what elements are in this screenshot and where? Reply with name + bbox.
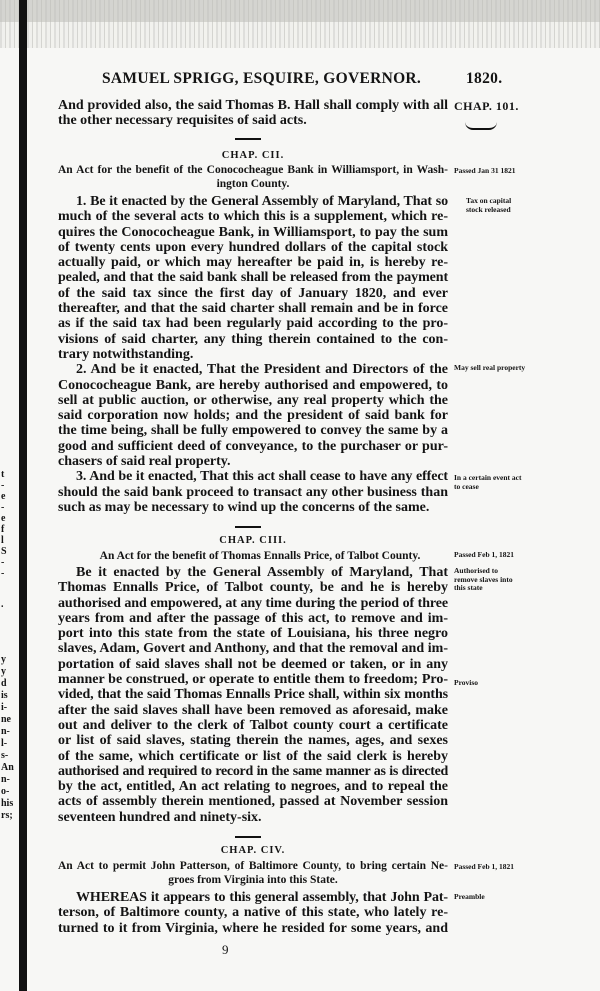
text-line: years from and after the passage of this act, to remove and im- — [58, 610, 448, 626]
margin-note: Preamble — [454, 892, 485, 901]
text-line: sell at public auction, or otherwise, any real property which the — [58, 392, 448, 408]
text-line: of the same, which certificate or list of the said clerk is hereby — [58, 748, 448, 764]
facing-page-fragment: f — [1, 524, 5, 535]
brace-mark — [465, 122, 497, 130]
text-line: visions of said charter, any thing therein contained to the con- — [58, 331, 448, 347]
prior-chapter-text — [58, 98, 448, 129]
text-line: 1. Be it enacted by the General Assembly of Maryland, That so — [76, 194, 448, 209]
running-header: SAMUEL SPRIGG, ESQUIRE, GOVERNOR. — [102, 70, 422, 87]
act-title-line: An Act for the benefit of the Conococheague Bank in Williamsport, in Wash- — [58, 164, 448, 176]
chapter-heading-102: CHAP. CII. — [221, 150, 285, 161]
text-line: thereafter, and that the said charter shall remain and be in force — [58, 301, 448, 317]
chapter-heading-103: CHAP. CIII. — [219, 535, 287, 546]
facing-page-fragment: - — [1, 568, 5, 579]
text-line: of the said tax since the first day of January 1820, and ever — [58, 285, 448, 301]
facing-page-fragment: e — [1, 513, 6, 524]
act-title-102 — [58, 163, 448, 191]
facing-page-fragment: y — [1, 654, 6, 665]
text-line: turned to it from Virginia, where he resided for some years, and — [58, 920, 448, 936]
facing-page-fragment: n- — [1, 774, 10, 785]
text-line: good and sufficient deed of conveyance, to the purchaser or pur- — [58, 438, 448, 454]
text-line: out and deliver to the clerk of Talbot county court a certificate — [58, 717, 448, 733]
facing-page-fragment: l — [1, 535, 4, 546]
facing-page-fragment: his — [1, 798, 14, 809]
passed-date-102: Passed Jan 31 1821 — [454, 166, 516, 175]
text-line: authorised and empowered, at any time during the period of three — [58, 595, 448, 611]
act-title-103 — [80, 549, 440, 563]
act-title-line: groes from Virginia into this State. — [168, 874, 338, 886]
facing-page-fragment: d — [1, 678, 7, 689]
facing-page-fragment: o- — [1, 786, 10, 797]
act-title-104 — [58, 859, 448, 887]
text-line: or list of said slaves, stating therein the names, ages, and sexes — [58, 733, 448, 749]
facing-page-fragment: n- — [1, 726, 10, 737]
text-line: seventeen hundred and ninety-six. — [58, 809, 262, 825]
text-line: Thomas Ennalls Price, of Talbot county, be and he is hereby — [58, 580, 448, 596]
text-line: quires the Conococheague Bank, in Williamsport, to pay the sum — [58, 224, 448, 240]
text-line: the other necessary requisites of said acts. — [58, 113, 307, 129]
act-title-line: An Act for the benefit of Thomas Ennalls Price, of Talbot County. — [99, 550, 421, 562]
text-line: of twenty cents upon every hundred dollars of the capital stock — [58, 239, 448, 255]
margin-note: In a certain event act to cease — [454, 473, 522, 491]
text-line: acts of assembly therein mentioned, passed at November session — [58, 794, 448, 810]
scan-noise-top — [0, 0, 600, 22]
facing-page-fragment: ne — [1, 714, 11, 725]
text-line: said corporation now holds; and the president of said bank for — [58, 408, 448, 424]
facing-page-fragment: l- — [1, 738, 8, 749]
header-year: 1820. — [466, 70, 503, 87]
facing-page-fragment: i- — [1, 702, 8, 713]
text-line: by the act, entitled, An act relating to negroes, and to repeal the — [58, 779, 448, 795]
margin-note: Tax on capital stock released — [466, 196, 512, 214]
book-gutter — [19, 0, 27, 991]
facing-page-fragment: S — [1, 546, 7, 557]
text-line: port into this state from the state of Louisiana, his three negro — [58, 626, 448, 642]
chapter-body-104 — [58, 890, 448, 936]
text-line: much of the several acts to which this is a supplement, which re- — [58, 209, 448, 225]
text-line: chasers of said real property. — [58, 454, 231, 470]
text-line: trary notwithstanding. — [58, 346, 194, 362]
text-line: slaves, Adam, Govert and Anthony, and that the removal and im- — [58, 641, 448, 657]
text-line: manner be construed, or operate to entitle them to freedom; Pro- — [58, 672, 448, 688]
facing-page-fragment: . — [1, 599, 4, 610]
facing-page-fragment: - — [1, 502, 5, 513]
chapter-body-102 — [58, 194, 448, 515]
passed-date-104: Passed Feb 1, 1821 — [454, 862, 514, 871]
text-line: 3. And be it enacted, That this act shall cease to have any effect — [76, 469, 448, 485]
text-line: such as may be necessary to wind up the concerns of the same. — [58, 499, 430, 515]
act-title-line: ington County. — [216, 178, 290, 190]
margin-chap-101: CHAP. 101. — [454, 99, 519, 113]
margin-note: Authorised to remove slaves into this state — [454, 566, 513, 592]
facing-page-fragment: rs; — [1, 810, 13, 821]
text-line: actually paid, or which may hereafter be paid in, is hereby re- — [58, 255, 448, 271]
chapter-body-103 — [58, 565, 448, 825]
facing-page-fragment: is — [1, 690, 8, 701]
passed-date-103: Passed Feb 1, 1821 — [454, 550, 514, 559]
text-line: the time being, shall be fully empowered to convey the same by a — [58, 423, 448, 439]
facing-page-fragment: y — [1, 666, 6, 677]
text-line: vided, that the said Thomas Ennalls Price shall, within six months — [58, 687, 448, 703]
facing-page-fragment: - — [1, 480, 5, 491]
text-line: terson, of Baltimore county, a native of this state, who lately re- — [58, 905, 448, 921]
text-line: 2. And be it enacted, That the President and Directors of the — [76, 362, 448, 378]
text-line: portation of said slaves shall not be deemed or taken, or in any — [58, 656, 448, 672]
section-rule — [235, 526, 261, 528]
margin-note: Proviso — [454, 678, 479, 687]
chapter-heading-104: CHAP. CIV. — [220, 845, 286, 856]
text-line: should the said bank proceed to transact any other business than — [58, 484, 448, 500]
section-rule — [235, 836, 261, 838]
facing-page-fragment: s- — [1, 750, 9, 761]
text-line: pealed, and that the said bank shall be released from the payment — [58, 270, 448, 286]
text-line: after the said slaves shall have been removed as aforesaid, make — [58, 702, 448, 718]
text-line: Be it enacted by the General Assembly of Maryland, That — [76, 565, 448, 580]
section-rule — [235, 138, 261, 140]
facing-page-fragment: t — [1, 469, 5, 480]
text-line: as if the said tax had been regularly paid according to the pro- — [58, 316, 448, 332]
text-line: authorised and required to record in the same manner as is directed — [58, 763, 448, 779]
act-title-line: An Act to permit John Patterson, of Baltimore County, to bring certain Ne- — [58, 860, 448, 872]
margin-note: May sell real property — [454, 363, 526, 372]
text-line: And provided also, the said Thomas B. Hall shall comply with all — [58, 98, 448, 113]
text-line: Conococheague Bank, are hereby authorised and empowered, to — [58, 377, 448, 393]
facing-page-fragment: An — [1, 762, 14, 773]
page-number: 9 — [222, 942, 229, 957]
facing-page-fragment: - — [1, 557, 5, 568]
text-line: WHEREAS it appears to this general assembly, that John Pat- — [76, 890, 448, 905]
facing-page-fragment: e — [1, 491, 6, 502]
